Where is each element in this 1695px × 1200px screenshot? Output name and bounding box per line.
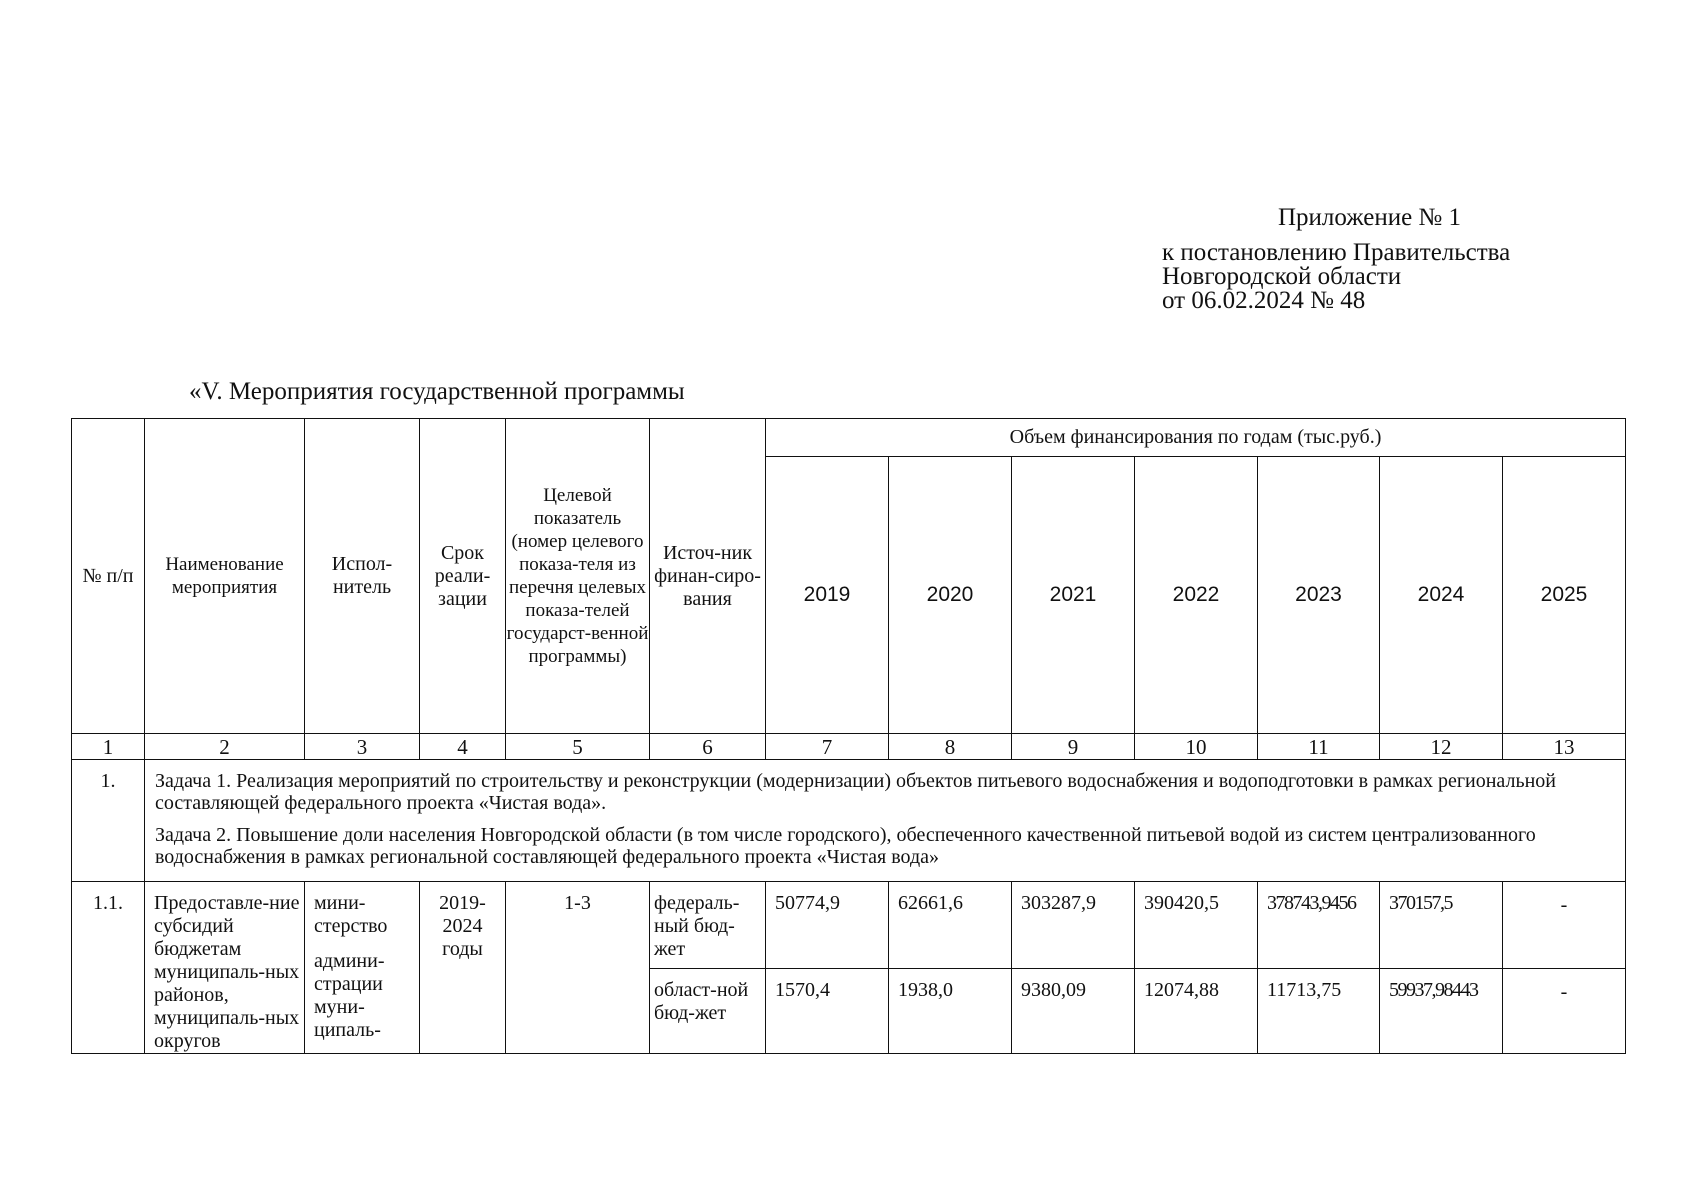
- header-executor: Испол-нитель: [305, 419, 420, 734]
- item-executor-line-1: мини-стерство: [314, 892, 388, 937]
- column-number: 8: [889, 734, 1012, 760]
- column-numbers-row: [72, 734, 1626, 760]
- column-number: 3: [305, 734, 420, 760]
- task-1-text: Задача 1. Реализация мероприятий по строительству и реконструкции (модернизации) объектов питьевого водоснабжения и водоподготовки в рамках региональной составляющей федерального проекта «Чистая вода».: [155, 770, 1556, 814]
- funding-value: -: [1503, 969, 1626, 1054]
- funding-value: 50774,9: [766, 882, 889, 969]
- appendix-block: [1162, 206, 1642, 313]
- item-executor-line-2: админи-страции муни-ципаль-: [314, 950, 385, 1041]
- item-name: Предоставле-ние субсидий бюджетам муниципаль-ных районов, муниципаль-ных округов: [145, 882, 305, 1054]
- header-funding: Объем финансирования по годам (тыс.руб.): [766, 419, 1626, 457]
- column-number: 5: [506, 734, 650, 760]
- header-year: 2025: [1503, 457, 1626, 734]
- task-2-text: Задача 2. Повышение доли населения Новгородской области (в том числе городского), обеспеченного качественной питьевой водой из систем централизованного водоснабжения в рамках региональной составляющей федерального проекта «Чистая вода»: [155, 824, 1536, 868]
- funding-value: 11713,75: [1258, 969, 1380, 1054]
- header-year: 2021: [1012, 457, 1135, 734]
- column-number: 9: [1012, 734, 1135, 760]
- header-name: Наименование мероприятия: [145, 419, 305, 734]
- funding-value: 1938,0: [889, 969, 1012, 1054]
- funding-value: 62661,6: [889, 882, 1012, 969]
- column-number: 12: [1380, 734, 1503, 760]
- item-index: 1.1.: [72, 882, 145, 1054]
- header-year: 2020: [889, 457, 1012, 734]
- funding-source: област-ной бюд-жет: [650, 969, 766, 1054]
- header-term: Срок реали-зации: [420, 419, 506, 734]
- funding-value: 59937,98443: [1380, 969, 1503, 1054]
- header-source: Источ-ник финан-сиро-вания: [650, 419, 766, 734]
- column-number: 6: [650, 734, 766, 760]
- header-year: 2024: [1380, 457, 1503, 734]
- item-target: 1-3: [506, 882, 650, 1054]
- item-term: 2019-2024 годы: [420, 882, 506, 1054]
- funding-value: 378743,9456: [1258, 882, 1380, 969]
- header-year: 2022: [1135, 457, 1258, 734]
- appendix-line-decree: к постановлению Правительства: [1162, 239, 1511, 266]
- program-activities-table: [71, 418, 1626, 1054]
- header-num: № п/п: [72, 419, 145, 734]
- funding-source: федераль-ный бюд-жет: [650, 882, 766, 969]
- funding-value: 12074,88: [1135, 969, 1258, 1054]
- funding-value: 1570,4: [766, 969, 889, 1054]
- appendix-title: Приложение № 1: [1278, 204, 1462, 231]
- column-number: 7: [766, 734, 889, 760]
- column-number: 10: [1135, 734, 1258, 760]
- funding-value: 303287,9: [1012, 882, 1135, 969]
- table-row: [72, 882, 1626, 969]
- funding-value: 390420,5: [1135, 882, 1258, 969]
- column-number: 4: [420, 734, 506, 760]
- section-tasks: [145, 760, 1626, 882]
- header-target: Целевой показатель (номер целевого показа-теля из перечня целевых показа-телей государст-венной программы): [506, 419, 650, 734]
- column-number: 11: [1258, 734, 1380, 760]
- funding-value: 370157,5: [1380, 882, 1503, 969]
- funding-value: -: [1503, 882, 1626, 969]
- section-title: «V. Мероприятия государственной программы: [189, 378, 685, 405]
- column-number: 1: [72, 734, 145, 760]
- funding-value: 9380,09: [1012, 969, 1135, 1054]
- item-executor: [305, 882, 420, 1054]
- section-row: [72, 760, 1626, 882]
- appendix-line-date: от 06.02.2024 № 48: [1162, 287, 1366, 314]
- appendix-line-region: Новгородской области: [1162, 263, 1402, 290]
- column-number: 13: [1503, 734, 1626, 760]
- header-year: 2019: [766, 457, 889, 734]
- section-index: 1.: [72, 760, 145, 882]
- header-year: 2023: [1258, 457, 1380, 734]
- column-number: 2: [145, 734, 305, 760]
